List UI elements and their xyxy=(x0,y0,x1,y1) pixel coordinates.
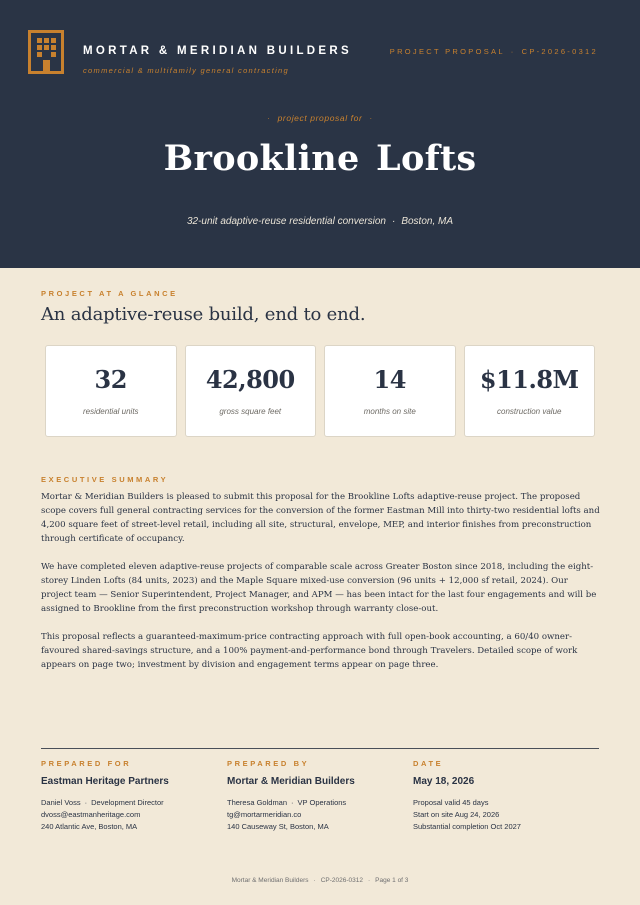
schedule-line: Start on site Aug 24, 2026 xyxy=(413,810,500,819)
contact-email[interactable]: dvoss@eastmanheritage.com xyxy=(41,810,141,819)
stat-value: 42,800 xyxy=(205,365,295,394)
prepared-for-label: PREPARED FOR xyxy=(41,759,132,768)
stat-label: residential units xyxy=(82,407,139,416)
separator-dot: · xyxy=(267,113,271,123)
footer-company: Mortar & Meridian Builders xyxy=(231,877,309,884)
separator-dot: · xyxy=(510,47,516,56)
stat-card-duration xyxy=(324,345,456,437)
stat-card-area xyxy=(185,345,317,437)
contact-role: VP Operations xyxy=(297,798,347,807)
summary-paragraph: We have completed eleven adaptive-reuse projects of comparable scale across Greater Boston since 2018, including the eight-storey Linden Lofts (84 units, 2023) and the Maple Square mixed-use conversion (96 units + 12,000 sf retail, 2024). Our project team — Senior Superintendent, Project Manager, and APM — has been intact for the last four engagements and will be assigned to Brookline from the first preconstruction workshop through warranty close-out. xyxy=(41,562,597,614)
separator-dot: · xyxy=(391,216,396,227)
stat-value: 14 xyxy=(373,365,406,394)
prepared-by-block xyxy=(227,759,407,833)
schedule-line: Proposal valid 45 days xyxy=(413,798,489,807)
proposal-date: May 18, 2026 xyxy=(413,776,475,787)
divider xyxy=(41,748,599,749)
contractor-org: Mortar & Meridian Builders xyxy=(227,776,355,787)
stat-label: months on site xyxy=(363,407,416,416)
contact-name: Daniel Voss xyxy=(41,798,81,807)
kicker-text: project proposal for xyxy=(277,113,363,123)
contact-role: Development Director xyxy=(91,798,164,807)
summary-paragraph: Mortar & Meridian Builders is pleased to submit this proposal for the Brookline Lofts adaptive-reuse project. The proposed scope covers full general contracting services for the conversion of the former Eastman Mill into thirty-two residential lofts and 4,200 square feet of street-level retail, including all site, structural, envelope, MEP, and interior finishes from preconstruction through certificate of occupancy. xyxy=(41,492,600,544)
prepared-by-label: PREPARED BY xyxy=(227,759,310,768)
separator-dot: · xyxy=(369,113,373,123)
hero-kicker xyxy=(0,113,640,123)
glance-title: An adaptive-reuse build, end to end. xyxy=(41,304,366,325)
project-title: Brookline Lofts xyxy=(163,138,477,179)
project-subtitle xyxy=(0,216,640,227)
contact-email[interactable]: tg@mortarmeridian.co xyxy=(227,810,302,819)
separator-dot: · xyxy=(313,877,316,884)
proposal-number: CP-2026-0312 xyxy=(521,47,598,56)
separator-dot: · xyxy=(367,877,371,884)
prepared-for-block xyxy=(41,759,221,833)
stat-card-value xyxy=(464,345,596,437)
summary-paragraph: This proposal reflects a guaranteed-maximum-price contracting approach with full open-book accounting, a 60/40 owner-favoured shared-savings structure, and a 100% payment-and-performance bond through Travelers. Detailed scope of work appears on page two; investment by division and engagement terms appear on page three. xyxy=(41,632,578,670)
schedule-lines xyxy=(413,797,593,833)
company-tagline: commercial & multifamily general contracting xyxy=(83,66,290,75)
contact-address: 240 Atlantic Ave, Boston, MA xyxy=(41,822,138,831)
date-label: DATE xyxy=(413,759,444,768)
summary-label: EXECUTIVE SUMMARY xyxy=(41,475,169,484)
stat-card-units xyxy=(45,345,177,437)
stats-row xyxy=(45,345,595,437)
proposal-id xyxy=(390,47,598,56)
schedule-line: Substantial completion Oct 2027 xyxy=(413,822,521,831)
subtitle-project: 32-unit adaptive-reuse residential conversion xyxy=(186,216,386,227)
contractor-contact xyxy=(227,797,407,833)
contact-name: Theresa Goldman xyxy=(227,798,288,807)
footer-page: Page 1 of 3 xyxy=(375,877,409,884)
footer-number: CP-2026-0312 xyxy=(320,877,363,884)
building-icon xyxy=(28,30,64,74)
client-contact xyxy=(41,797,221,833)
stat-label: gross square feet xyxy=(219,407,282,416)
stat-value: 32 xyxy=(94,365,127,394)
glance-label: PROJECT AT A GLANCE xyxy=(41,289,178,298)
executive-summary xyxy=(41,490,601,686)
company-name: MORTAR & MERIDIAN BUILDERS xyxy=(83,45,352,57)
client-org: Eastman Heritage Partners xyxy=(41,776,169,787)
date-block xyxy=(413,759,593,833)
separator-dot: · xyxy=(84,798,88,807)
stat-label: construction value xyxy=(497,407,562,416)
page-header xyxy=(0,0,640,268)
stat-value: $11.8M xyxy=(479,365,579,394)
page-footer xyxy=(0,877,640,884)
subtitle-location: Boston, MA xyxy=(401,216,454,227)
contact-address: 140 Causeway St, Boston, MA xyxy=(227,822,329,831)
separator-dot: · xyxy=(291,798,294,807)
proposal-type: PROJECT PROPOSAL xyxy=(389,47,505,56)
